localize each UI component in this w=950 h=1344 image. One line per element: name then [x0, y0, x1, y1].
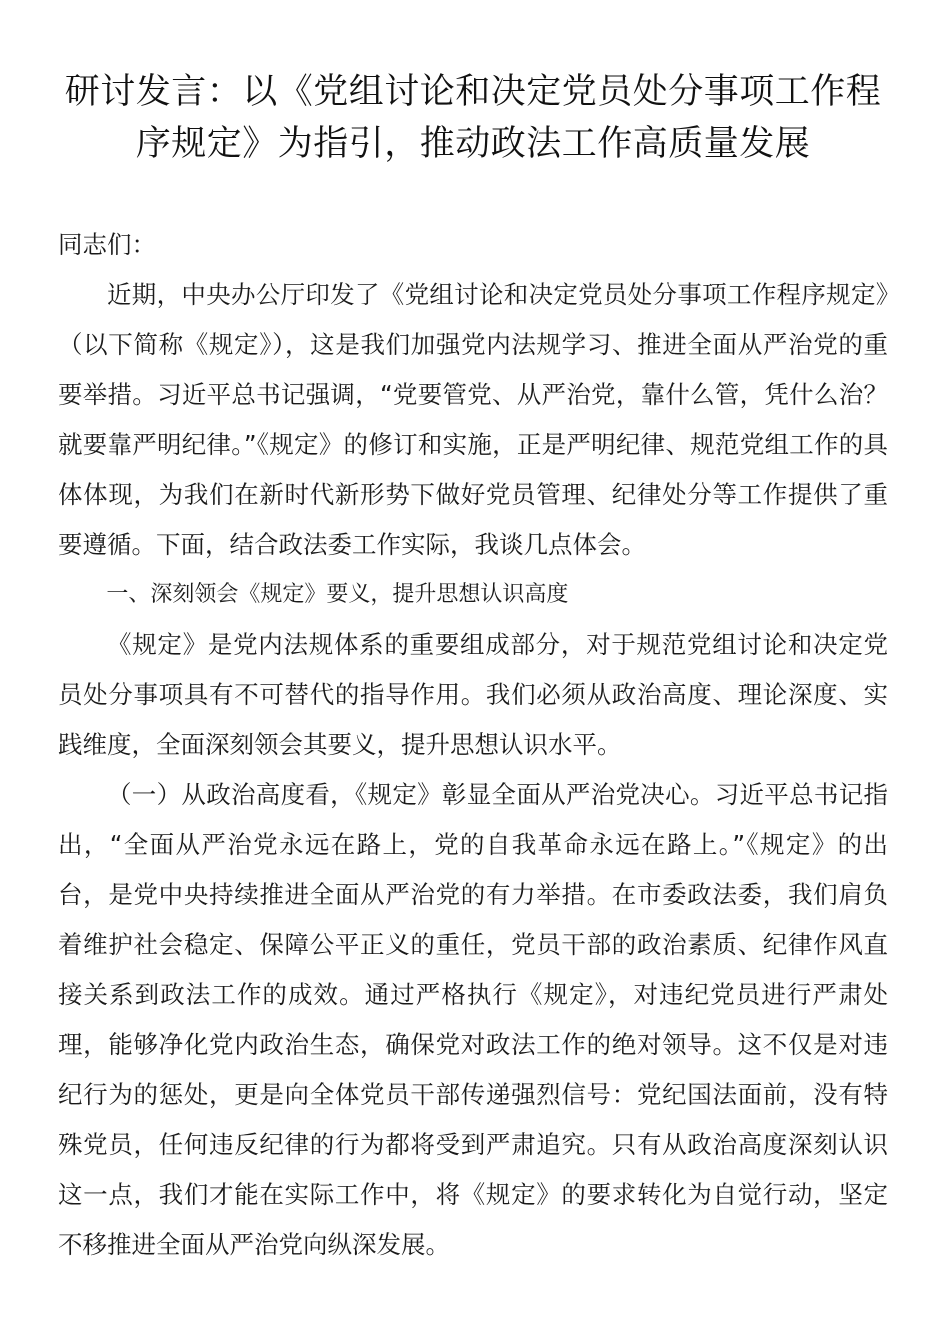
document-body: [58, 220, 888, 1270]
title-line-1: 研讨发言：以《党组讨论和决定党员处分事项工作程: [64, 72, 882, 112]
title-line-2: 序规定》为指引，推动政法工作高质量发展: [135, 124, 811, 164]
document-title: [58, 66, 888, 170]
intro-paragraph: 近期，中央办公厅印发了《党组讨论和决定党员处分事项工作程序规定》（以下简称《规定》），这是我们加强党内法规学习、推进全面从严治党的重要举措。习近平总书记强调，“党要管党、从严治党，靠什么管，凭什么治？就要靠严明纪律。”《规定》的修订和实施，正是严明纪律、规范党组工作的具体体现，为我们在新时代新形势下做好党员管理、纪律处分等工作提供了重要遵循。下面，结合政法委工作实际，我谈几点体会。: [58, 280, 888, 559]
section-1-heading: 一、深刻领会《规定》要义，提升思想认识高度: [106, 582, 569, 607]
subsection-1-paragraph: （一）从政治高度看，《规定》彰显全面从严治党决心。习近平总书记指出，“全面从严治党永远在路上，党的自我革命永远在路上。”《规定》的出台，是党中央持续推进全面从严治党的有力举措。在市委政法委，我们肩负着维护社会稳定、保障公平正义的重任，党员干部的政治素质、纪律作风直接关系到政法工作的成效。通过严格执行《规定》，对违纪党员进行严肃处理，能够净化党内政治生态，确保党对政法工作的绝对领导。这不仅是对违纪行为的惩处，更是向全体党员干部传递强烈信号：党纪国法面前，没有特殊党员，任何违反纪律的行为都将受到严肃追究。只有从政治高度深刻认识这一点，我们才能在实际工作中，将《规定》的要求转化为自觉行动，坚定不移推进全面从严治党向纵深发展。: [58, 780, 888, 1259]
salutation: 同志们：: [58, 230, 156, 259]
section-1-paragraph: 《规定》是党内法规体系的重要组成部分，对于规范党组讨论和决定党员处分事项具有不可替代的指导作用。我们必须从政治高度、理论深度、实践维度，全面深刻领会其要义，提升思想认识水平。: [58, 630, 888, 759]
